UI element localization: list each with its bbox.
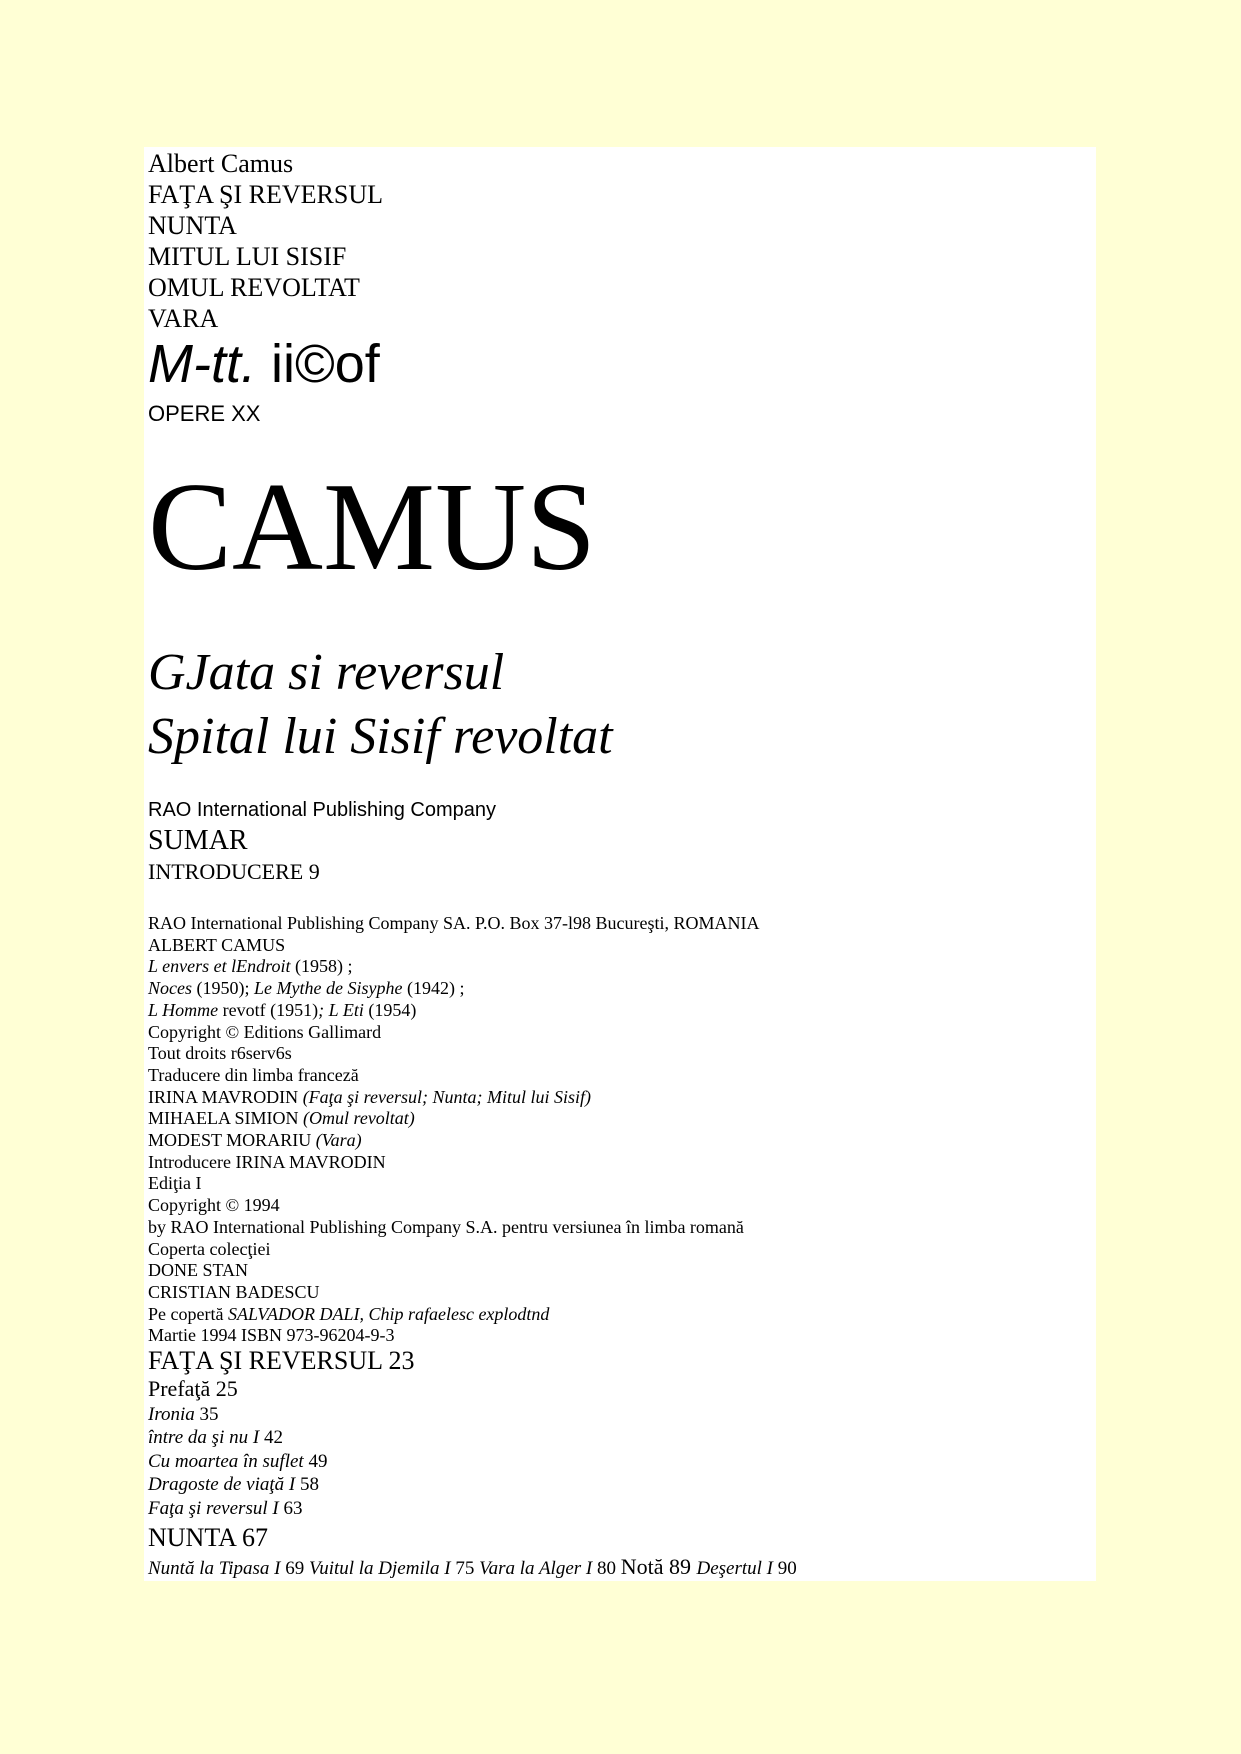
document-page: [144, 147, 1096, 1581]
work-title: VARA: [148, 304, 219, 333]
toc-entry-title: Nuntă la Tipasa I: [148, 1558, 281, 1579]
translator-works: (Faţa şi reversul; Nunta; Mitul lui Sisif): [302, 1086, 591, 1107]
toc-entry-title: Vara la Alger I: [479, 1558, 593, 1579]
translator-line: [148, 1108, 760, 1130]
cover-art-line: [148, 1304, 760, 1326]
toc-entry: [148, 1403, 327, 1426]
toc-entry: [148, 1426, 327, 1449]
toc-entry-page: 58: [295, 1474, 319, 1496]
toc-entry-page: 90: [773, 1558, 797, 1579]
rights-line: Tout droits r6serv6s: [148, 1043, 292, 1064]
original-title: L Homme: [148, 999, 219, 1020]
toc-entry: Prefaţă 25: [148, 1376, 238, 1401]
toc-entry: [148, 1450, 327, 1473]
publisher-address: RAO International Publishing Company SA. P.O. Box 37-l98 Bucureşti, ROMANIA: [148, 913, 760, 933]
big-title: CAMUS: [148, 458, 597, 597]
toc-entry-title: Faţa şi reversul I: [148, 1497, 279, 1519]
original-title-line: [148, 956, 760, 978]
translator-line: [148, 1130, 760, 1152]
toc-entry-title: între da şi nu I: [148, 1427, 260, 1449]
toc-entry-page: 49: [303, 1450, 328, 1472]
toc-section: FAŢA ŞI REVERSUL 23: [148, 1346, 415, 1375]
garbled-part: M-tt.: [148, 334, 256, 394]
work-title: OMUL REVOLTAT: [148, 273, 360, 302]
garbled-part: ii©of: [255, 334, 380, 394]
original-title: Noces: [148, 978, 192, 999]
original-year: (1942) ;: [402, 978, 465, 999]
toc-list: [148, 1403, 327, 1520]
translation-line: Traducere din limba franceză: [148, 1064, 359, 1085]
subtitle-line: Spital lui Sisif revoltat: [148, 708, 613, 765]
author-line: Albert Camus: [148, 149, 294, 178]
copyright-holder: by RAO International Publishing Company S.A. pentru versiunea în limba romană: [148, 1216, 744, 1237]
cover-art: SALVADOR DALI, Chip rafaelesc explodtnd: [227, 1303, 550, 1324]
publisher: RAO International Publishing Company: [148, 799, 496, 821]
toc-entry-page: 69: [280, 1558, 309, 1579]
copyright-gallimard: Copyright © Editions Gallimard: [148, 1021, 382, 1042]
original-title: Le Mythe de Sisyphe: [254, 978, 403, 999]
edition-line: Ediţia I: [148, 1173, 202, 1194]
original-title-line: [148, 978, 760, 1000]
work-title: NUNTA: [148, 211, 237, 240]
translator-name: MODEST MORARIU: [148, 1130, 316, 1151]
cover-designer: CRISTIAN BADESCU: [148, 1281, 320, 1302]
toc-entry-page: 75: [450, 1558, 480, 1579]
cover-designer: DONE STAN: [148, 1260, 249, 1281]
introduction-by: Introducere IRINA MAVRODIN: [148, 1151, 386, 1172]
original-title: L envers et lEndroit: [148, 956, 291, 977]
toc-entry-page: 42: [259, 1427, 283, 1449]
cover-label: Coperta colecţiei: [148, 1238, 271, 1259]
toc-entry-title: Ironia: [148, 1404, 195, 1425]
original-year: (1950);: [192, 978, 254, 999]
toc-entry-title: Deşertul I: [696, 1558, 774, 1579]
sumar-heading: SUMAR: [148, 825, 248, 856]
work-title: FAŢA ŞI REVERSUL: [148, 180, 383, 209]
author-caps: ALBERT CAMUS: [148, 934, 286, 955]
original-title-line: [148, 1000, 760, 1022]
toc-entry-title: Vuitul la Djemila I: [309, 1558, 451, 1579]
cover-art-prefix: Pe copertă: [148, 1303, 228, 1324]
toc-entry-title: Notă: [620, 1554, 664, 1579]
translator-works: (Omul revoltat): [303, 1108, 415, 1129]
garbled-ocr-line: [148, 333, 380, 395]
translator-name: MIHAELA SIMION: [148, 1108, 303, 1129]
work-title: MITUL LUI SISIF: [148, 242, 347, 271]
toc-entry-page: 89: [663, 1554, 697, 1579]
toc-intro: INTRODUCERE 9: [148, 859, 320, 884]
toc-entry-title: Dragoste de viaţă I: [148, 1474, 296, 1496]
toc-section: NUNTA 67: [148, 1523, 268, 1552]
toc-entry-page: 80: [592, 1558, 621, 1579]
copyright-year: Copyright © 1994: [148, 1195, 280, 1216]
original-year: (1958) ;: [290, 956, 353, 977]
series-label: OPERE XX: [148, 401, 261, 426]
toc-entry-page: 63: [278, 1497, 303, 1519]
translator-line: [148, 1087, 760, 1109]
date-isbn: Martie 1994 ISBN 973-96204-9-3: [148, 1325, 395, 1346]
credits-block: [148, 913, 760, 1347]
toc-entry-page: 35: [194, 1404, 219, 1425]
translator-name: IRINA MAVRODIN: [148, 1086, 303, 1107]
translator-works: (Vara): [315, 1130, 362, 1151]
subtitle-line: GJata si reversul: [148, 644, 505, 701]
toc-entry-title: Cu moartea în suflet: [148, 1450, 304, 1472]
original-year: (1954): [363, 999, 417, 1020]
original-year: revotf (1951): [218, 999, 319, 1020]
toc-entry: [148, 1497, 327, 1520]
original-title: ; L Eti: [318, 999, 364, 1020]
toc-inline-entries: [148, 1555, 797, 1581]
toc-entry: [148, 1473, 327, 1496]
